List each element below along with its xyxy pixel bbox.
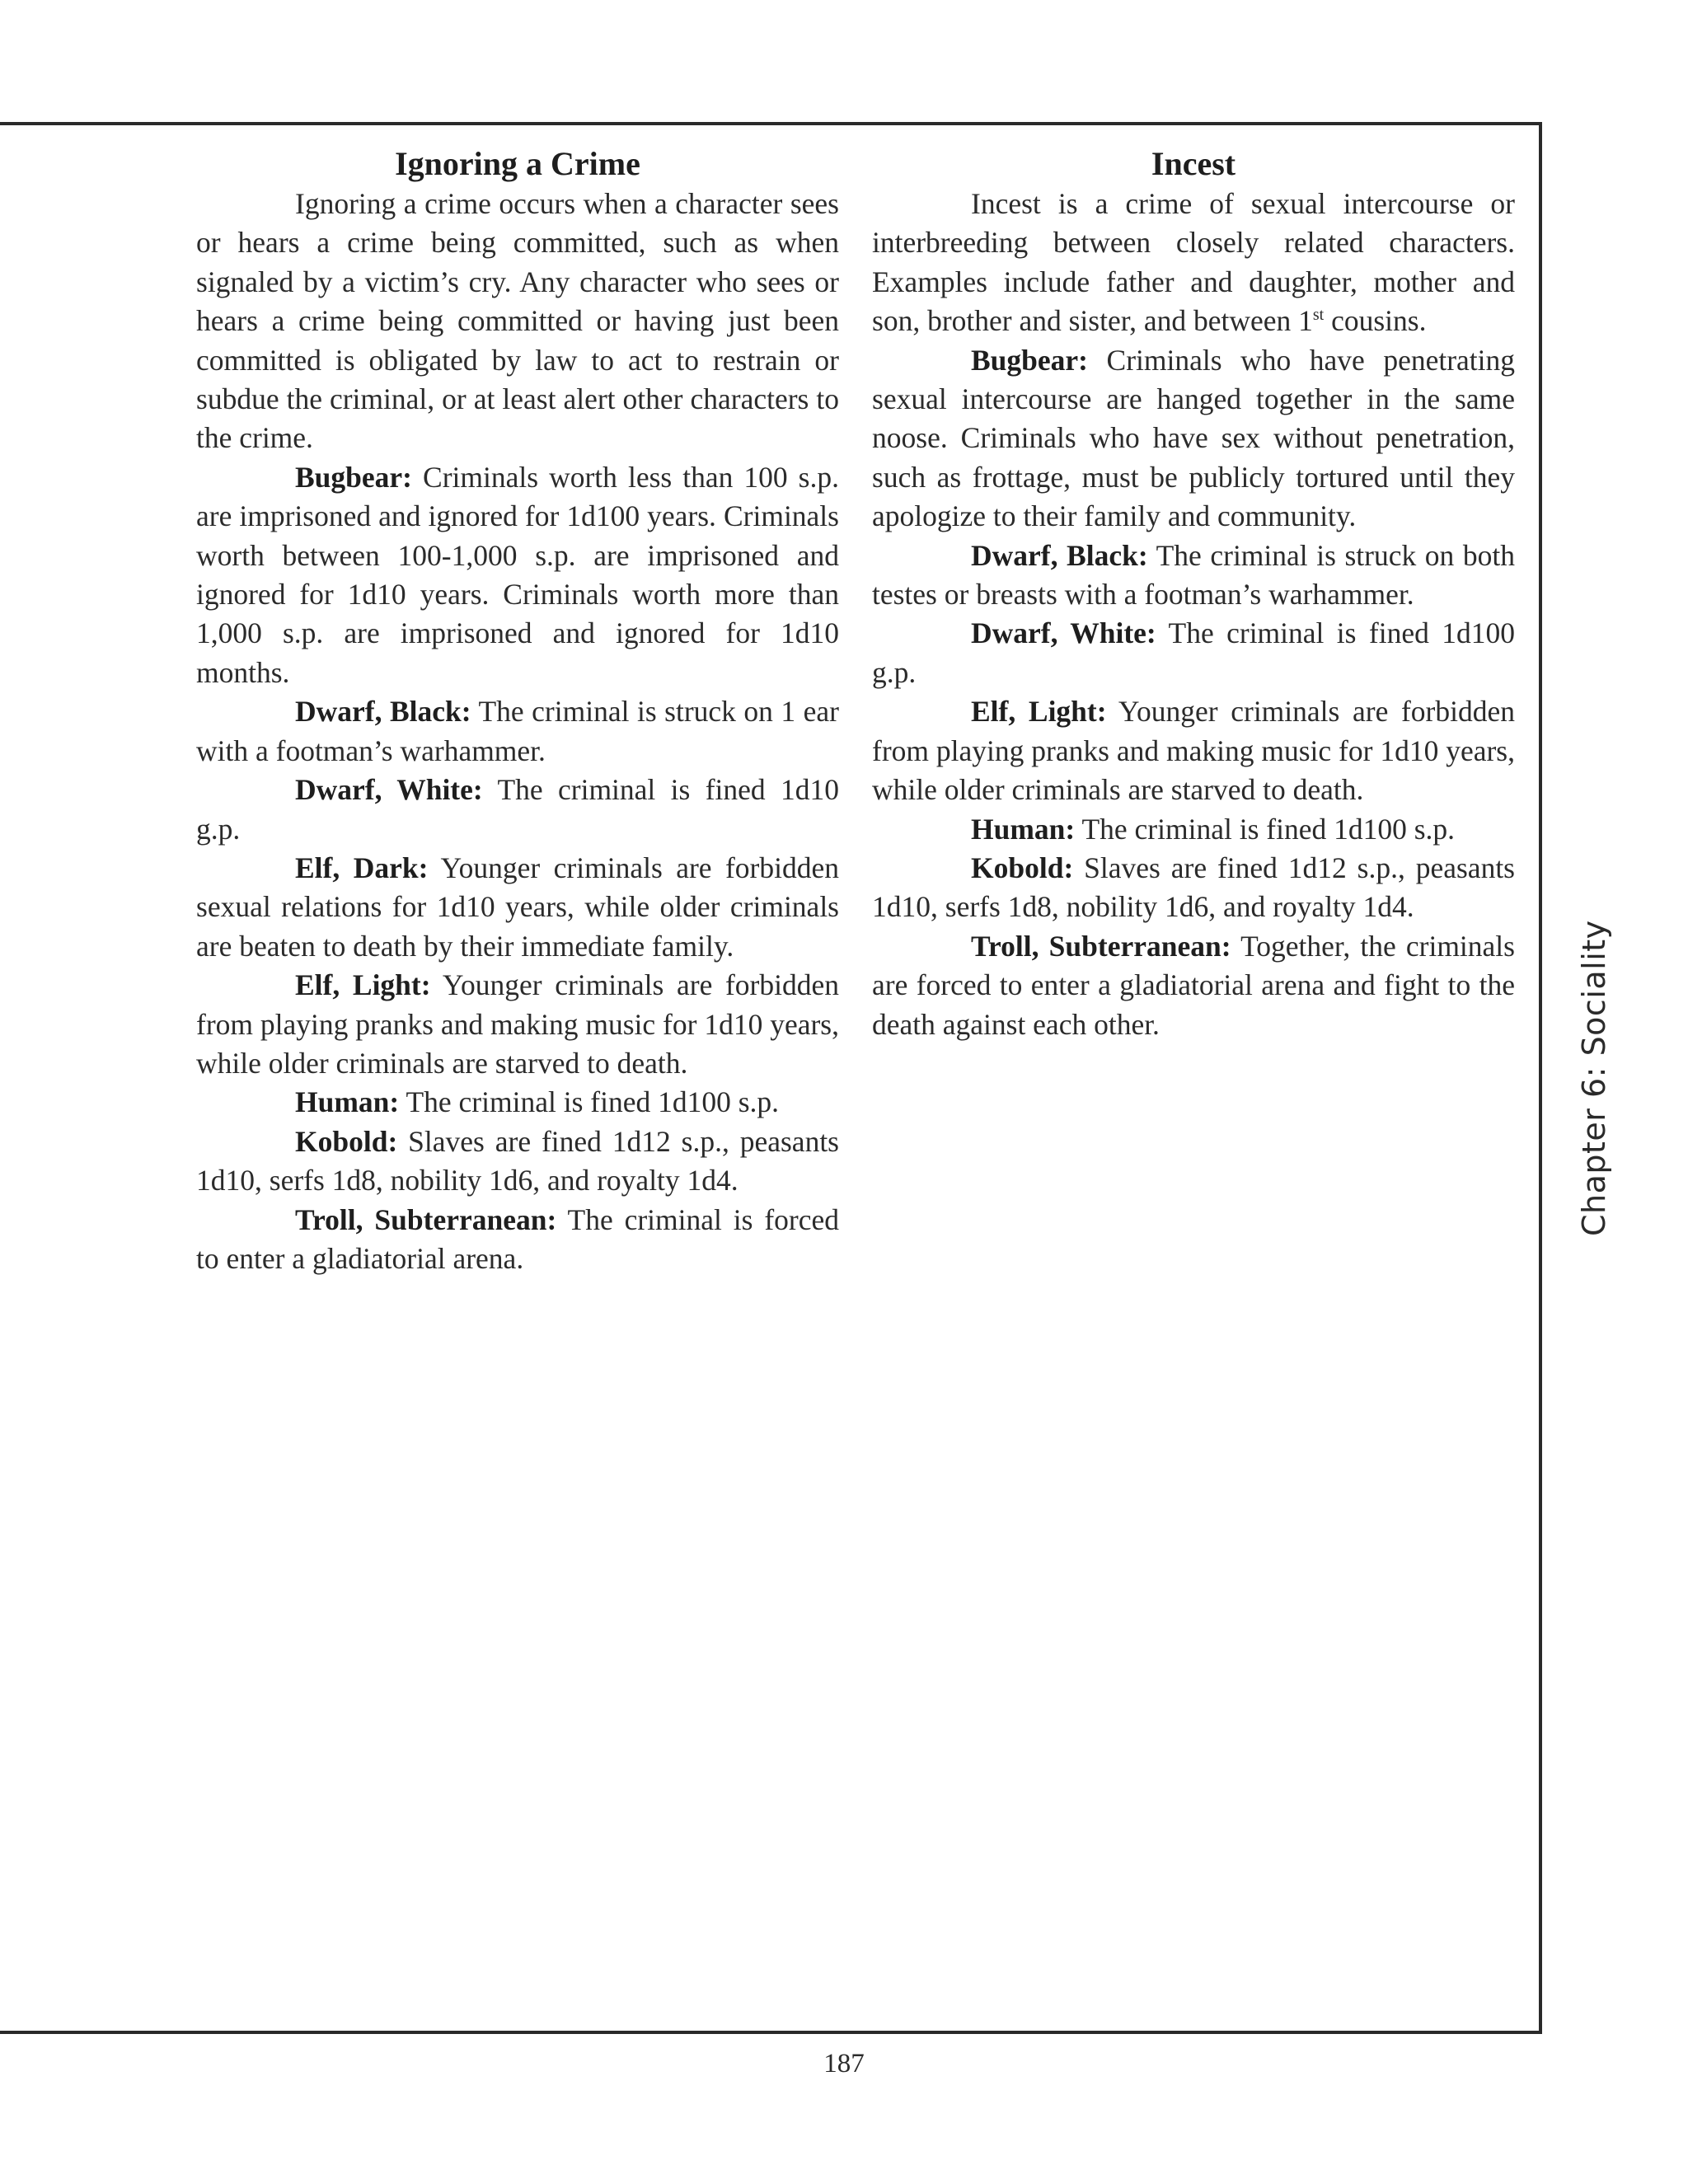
race-label: Dwarf, White:	[295, 773, 483, 807]
race-label: Troll, Subterranean:	[295, 1202, 557, 1236]
right-column	[872, 142, 1515, 1044]
paragraph	[872, 537, 1515, 615]
paragraph	[196, 185, 839, 458]
paragraph-text: Slaves are fined 1d12 s.p., peasants 1d10, serfs 1d8, nobility 1d6, and royalty 1d4.	[872, 851, 1515, 924]
paragraph	[872, 810, 1515, 849]
left-column	[196, 142, 839, 1278]
paragraph-text: Younger criminals are forbidden from playing pranks and making music for 1d10 years, while older criminals are starved to death.	[872, 695, 1515, 807]
paragraph	[872, 927, 1515, 1044]
race-label: Kobold:	[971, 851, 1074, 884]
paragraph-text: Together, the criminals are forced to enter a gladiatorial arena and fight to the death against each other.	[872, 929, 1515, 1041]
paragraph-text: The criminal is fined 1d10 g.p.	[196, 773, 839, 846]
paragraph-text: The criminal is fined 1d100 s.p.	[1075, 812, 1456, 846]
race-label: Dwarf, White:	[971, 616, 1156, 650]
paragraph	[196, 1201, 839, 1279]
race-label: Bugbear:	[971, 343, 1088, 377]
paragraph-text: Slaves are fined 1d12 s.p., peasants 1d10, serfs 1d8, nobility 1d6, and royalty 1d4.	[196, 1124, 839, 1197]
paragraph	[196, 458, 839, 692]
paragraph-text: The criminal is fined 1d100 g.p.	[872, 616, 1515, 689]
paragraph-text: Younger criminals are forbidden sexual relations for 1d10 years, while older criminals are beaten to death by their immediate family.	[196, 851, 840, 963]
paragraph	[872, 692, 1515, 809]
paragraph	[196, 1122, 839, 1201]
paragraph	[196, 771, 839, 849]
race-label: Dwarf, Black:	[971, 538, 1148, 572]
page-number: 187	[823, 2049, 865, 2079]
paragraph-text: Ignoring a crime occurs when a character sees or hears a crime being committed, such as when signaled by a victim’s cry. Any character who sees or hears a crime being committed or having just been committed is obligated by law to act to restrain or subdue the criminal, or at least alert other characters to the crime.	[196, 187, 839, 455]
race-label: Human:	[295, 1085, 400, 1119]
race-label: Dwarf, Black:	[295, 695, 471, 729]
paragraph-text: The criminal is struck on 1 ear with a footman’s warhammer.	[196, 695, 840, 767]
chapter-side-label: Chapter 6: Sociality	[1576, 920, 1612, 1236]
race-label: Kobold:	[295, 1124, 398, 1158]
paragraph	[196, 692, 839, 771]
paragraph	[872, 341, 1515, 537]
paragraph-text: The criminal is struck on both testes or breasts with a footman’s warhammer.	[872, 538, 1515, 612]
race-label: Troll, Subterranean:	[971, 929, 1231, 963]
section-heading-ignoring-a-crime: Ignoring a Crime	[395, 145, 640, 182]
section-heading-incest: Incest	[1151, 145, 1236, 182]
paragraph-text: Incest is a crime of sexual intercourse or interbreeding between closely related characters. Examples include father and daughter, mother and son, brother and sister, and between 1	[872, 187, 1515, 338]
paragraph-text: Criminals worth less than 100 s.p. are imprisoned and ignored for 1d100 years. Criminals worth between 100-1,000 s.p. are imprisoned and ignored for 1d10 years. Criminals worth more than 1,000 s.p. are imprisoned and ignored for 1d10 months.	[196, 460, 839, 689]
ordinal-superscript: st	[1312, 306, 1325, 325]
paragraph-text: The criminal is forced to enter a gladiatorial arena.	[196, 1202, 839, 1275]
paragraph	[196, 966, 839, 1083]
race-label: Elf, Light:	[971, 695, 1107, 729]
paragraph	[196, 849, 839, 966]
paragraph-text: Criminals who have penetrating sexual intercourse are hanged together in the same noose. Criminals who have sex without penetration, such as frottage, must be publicly tortured until they apologize to their family and community.	[872, 343, 1515, 533]
paragraph	[872, 614, 1515, 692]
paragraph	[872, 849, 1515, 927]
paragraph	[196, 1083, 839, 1122]
race-label: Bugbear:	[295, 460, 412, 494]
race-label: Elf, Dark:	[295, 851, 429, 884]
race-label: Elf, Light:	[295, 968, 431, 1002]
paragraph-text: Younger criminals are forbidden from playing pranks and making music for 1d10 years, while older criminals are starved to death.	[196, 968, 839, 1080]
race-label: Human:	[971, 812, 1076, 846]
paragraph	[872, 185, 1515, 341]
paragraph-text: The criminal is fined 1d100 s.p.	[399, 1085, 780, 1119]
paragraph-text: cousins.	[1324, 304, 1427, 338]
